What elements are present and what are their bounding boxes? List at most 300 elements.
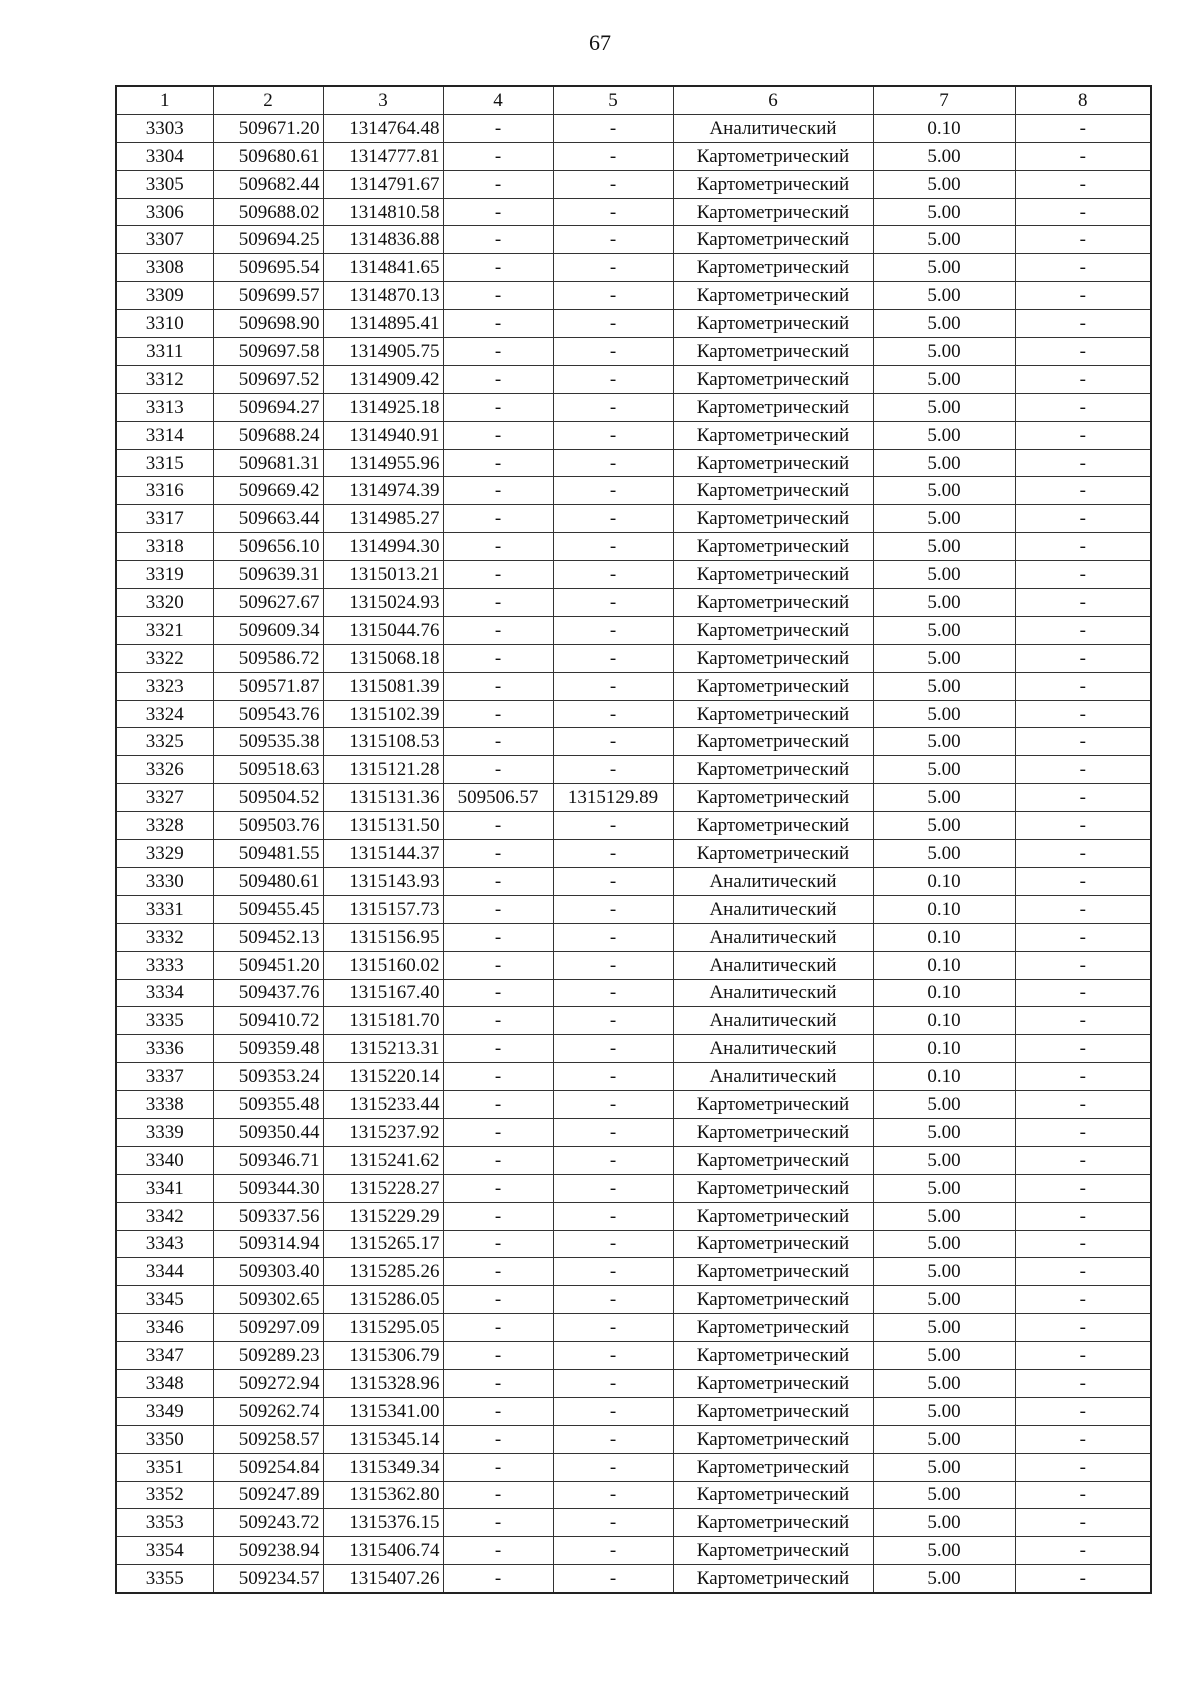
point-number-cell: 3327 <box>116 784 213 812</box>
method-cell: Картометрический <box>673 1146 873 1174</box>
method-cell: Картометрический <box>673 812 873 840</box>
y-alt-coordinate-cell: - <box>553 1035 673 1063</box>
table-row <box>116 923 1151 951</box>
y-coordinate-cell: 1315013.21 <box>323 561 443 589</box>
point-number-cell: 3312 <box>116 365 213 393</box>
x-coordinate-cell: 509656.10 <box>213 533 323 561</box>
column-header-2: 2 <box>213 86 323 114</box>
x-alt-coordinate-cell: - <box>443 867 553 895</box>
table-row <box>116 561 1151 589</box>
x-alt-coordinate-cell: - <box>443 1063 553 1091</box>
description-cell: - <box>1015 1035 1151 1063</box>
point-number-cell: 3337 <box>116 1063 213 1091</box>
y-alt-coordinate-cell: - <box>553 1174 673 1202</box>
table-row <box>116 505 1151 533</box>
y-coordinate-cell: 1315220.14 <box>323 1063 443 1091</box>
point-number-cell: 3325 <box>116 728 213 756</box>
x-alt-coordinate-cell: - <box>443 1091 553 1119</box>
table-row <box>116 1565 1151 1593</box>
y-alt-coordinate-cell: - <box>553 505 673 533</box>
x-alt-coordinate-cell: - <box>443 170 553 198</box>
description-cell: - <box>1015 198 1151 226</box>
y-alt-coordinate-cell: - <box>553 1118 673 1146</box>
method-cell: Картометрический <box>673 1397 873 1425</box>
y-coordinate-cell: 1315144.37 <box>323 840 443 868</box>
method-cell: Картометрический <box>673 589 873 617</box>
method-cell: Картометрический <box>673 1565 873 1593</box>
accuracy-cell: 5.00 <box>873 1453 1015 1481</box>
x-alt-coordinate-cell: - <box>443 812 553 840</box>
y-coordinate-cell: 1315131.50 <box>323 812 443 840</box>
table-row <box>116 310 1151 338</box>
description-cell: - <box>1015 951 1151 979</box>
description-cell: - <box>1015 1202 1151 1230</box>
accuracy-cell: 5.00 <box>873 254 1015 282</box>
y-coordinate-cell: 1315285.26 <box>323 1258 443 1286</box>
y-coordinate-cell: 1315349.34 <box>323 1453 443 1481</box>
x-alt-coordinate-cell: - <box>443 1369 553 1397</box>
x-alt-coordinate-cell: - <box>443 198 553 226</box>
y-coordinate-cell: 1314764.48 <box>323 114 443 142</box>
accuracy-cell: 5.00 <box>873 1230 1015 1258</box>
table-row <box>116 1230 1151 1258</box>
x-coordinate-cell: 509671.20 <box>213 114 323 142</box>
y-coordinate-cell: 1315306.79 <box>323 1342 443 1370</box>
accuracy-cell: 5.00 <box>873 198 1015 226</box>
table-header-row <box>116 86 1151 114</box>
y-coordinate-cell: 1315157.73 <box>323 895 443 923</box>
x-alt-coordinate-cell: - <box>443 1174 553 1202</box>
method-cell: Картометрический <box>673 1342 873 1370</box>
x-alt-coordinate-cell: - <box>443 1202 553 1230</box>
table-row <box>116 1063 1151 1091</box>
description-cell: - <box>1015 1425 1151 1453</box>
y-alt-coordinate-cell: - <box>553 1258 673 1286</box>
x-alt-coordinate-cell: - <box>443 1453 553 1481</box>
accuracy-cell: 5.00 <box>873 1565 1015 1593</box>
description-cell: - <box>1015 310 1151 338</box>
method-cell: Картометрический <box>673 505 873 533</box>
column-header-6: 6 <box>673 86 873 114</box>
description-cell: - <box>1015 421 1151 449</box>
y-alt-coordinate-cell: - <box>553 951 673 979</box>
table-row <box>116 1091 1151 1119</box>
x-coordinate-cell: 509699.57 <box>213 282 323 310</box>
y-alt-coordinate-cell: - <box>553 282 673 310</box>
point-number-cell: 3348 <box>116 1369 213 1397</box>
method-cell: Картометрический <box>673 226 873 254</box>
y-coordinate-cell: 1314777.81 <box>323 142 443 170</box>
description-cell: - <box>1015 365 1151 393</box>
accuracy-cell: 0.10 <box>873 114 1015 142</box>
y-coordinate-cell: 1315228.27 <box>323 1174 443 1202</box>
accuracy-cell: 5.00 <box>873 1258 1015 1286</box>
x-coordinate-cell: 509688.24 <box>213 421 323 449</box>
x-coordinate-cell: 509698.90 <box>213 310 323 338</box>
x-coordinate-cell: 509455.45 <box>213 895 323 923</box>
method-cell: Аналитический <box>673 895 873 923</box>
point-number-cell: 3339 <box>116 1118 213 1146</box>
method-cell: Картометрический <box>673 1118 873 1146</box>
x-alt-coordinate-cell: - <box>443 310 553 338</box>
y-coordinate-cell: 1315143.93 <box>323 867 443 895</box>
point-number-cell: 3352 <box>116 1481 213 1509</box>
accuracy-cell: 5.00 <box>873 589 1015 617</box>
column-header-7: 7 <box>873 86 1015 114</box>
y-alt-coordinate-cell: 1315129.89 <box>553 784 673 812</box>
x-coordinate-cell: 509609.34 <box>213 616 323 644</box>
y-alt-coordinate-cell: - <box>553 1453 673 1481</box>
column-header-1: 1 <box>116 86 213 114</box>
x-alt-coordinate-cell: - <box>443 393 553 421</box>
table-row <box>116 1397 1151 1425</box>
point-number-cell: 3341 <box>116 1174 213 1202</box>
method-cell: Картометрический <box>673 254 873 282</box>
y-alt-coordinate-cell: - <box>553 142 673 170</box>
point-number-cell: 3329 <box>116 840 213 868</box>
y-alt-coordinate-cell: - <box>553 644 673 672</box>
table-row <box>116 1314 1151 1342</box>
point-number-cell: 3351 <box>116 1453 213 1481</box>
accuracy-cell: 5.00 <box>873 1314 1015 1342</box>
x-alt-coordinate-cell: - <box>443 533 553 561</box>
x-coordinate-cell: 509688.02 <box>213 198 323 226</box>
description-cell: - <box>1015 812 1151 840</box>
x-alt-coordinate-cell: - <box>443 1537 553 1565</box>
description-cell: - <box>1015 142 1151 170</box>
method-cell: Картометрический <box>673 784 873 812</box>
accuracy-cell: 5.00 <box>873 282 1015 310</box>
accuracy-cell: 5.00 <box>873 756 1015 784</box>
description-cell: - <box>1015 226 1151 254</box>
x-coordinate-cell: 509302.65 <box>213 1286 323 1314</box>
x-alt-coordinate-cell: - <box>443 672 553 700</box>
y-alt-coordinate-cell: - <box>553 1091 673 1119</box>
accuracy-cell: 5.00 <box>873 840 1015 868</box>
point-number-cell: 3311 <box>116 338 213 366</box>
y-alt-coordinate-cell: - <box>553 700 673 728</box>
x-coordinate-cell: 509289.23 <box>213 1342 323 1370</box>
method-cell: Картометрический <box>673 1481 873 1509</box>
accuracy-cell: 5.00 <box>873 1537 1015 1565</box>
description-cell: - <box>1015 923 1151 951</box>
x-coordinate-cell: 509571.87 <box>213 672 323 700</box>
description-cell: - <box>1015 672 1151 700</box>
x-coordinate-cell: 509344.30 <box>213 1174 323 1202</box>
y-alt-coordinate-cell: - <box>553 1202 673 1230</box>
description-cell: - <box>1015 700 1151 728</box>
method-cell: Картометрический <box>673 449 873 477</box>
description-cell: - <box>1015 1174 1151 1202</box>
x-alt-coordinate-cell: - <box>443 979 553 1007</box>
y-alt-coordinate-cell: - <box>553 1397 673 1425</box>
y-coordinate-cell: 1315265.17 <box>323 1230 443 1258</box>
point-number-cell: 3342 <box>116 1202 213 1230</box>
description-cell: - <box>1015 477 1151 505</box>
y-alt-coordinate-cell: - <box>553 923 673 951</box>
y-coordinate-cell: 1315102.39 <box>323 700 443 728</box>
point-number-cell: 3309 <box>116 282 213 310</box>
x-coordinate-cell: 509535.38 <box>213 728 323 756</box>
x-coordinate-cell: 509669.42 <box>213 477 323 505</box>
x-alt-coordinate-cell: - <box>443 338 553 366</box>
method-cell: Аналитический <box>673 867 873 895</box>
y-alt-coordinate-cell: - <box>553 979 673 1007</box>
description-cell: - <box>1015 979 1151 1007</box>
x-coordinate-cell: 509481.55 <box>213 840 323 868</box>
x-coordinate-cell: 509663.44 <box>213 505 323 533</box>
y-alt-coordinate-cell: - <box>553 561 673 589</box>
y-coordinate-cell: 1314905.75 <box>323 338 443 366</box>
point-number-cell: 3347 <box>116 1342 213 1370</box>
x-alt-coordinate-cell: - <box>443 1425 553 1453</box>
method-cell: Картометрический <box>673 1258 873 1286</box>
y-alt-coordinate-cell: - <box>553 114 673 142</box>
accuracy-cell: 5.00 <box>873 365 1015 393</box>
x-coordinate-cell: 509238.94 <box>213 1537 323 1565</box>
description-cell: - <box>1015 114 1151 142</box>
y-alt-coordinate-cell: - <box>553 812 673 840</box>
point-number-cell: 3313 <box>116 393 213 421</box>
method-cell: Картометрический <box>673 1453 873 1481</box>
table-row <box>116 1481 1151 1509</box>
accuracy-cell: 5.00 <box>873 1174 1015 1202</box>
description-cell: - <box>1015 561 1151 589</box>
x-alt-coordinate-cell: - <box>443 1481 553 1509</box>
x-alt-coordinate-cell: - <box>443 756 553 784</box>
x-alt-coordinate-cell: - <box>443 449 553 477</box>
description-cell: - <box>1015 1481 1151 1509</box>
y-coordinate-cell: 1315229.29 <box>323 1202 443 1230</box>
y-coordinate-cell: 1315167.40 <box>323 979 443 1007</box>
table-row <box>116 1174 1151 1202</box>
y-coordinate-cell: 1315160.02 <box>323 951 443 979</box>
y-coordinate-cell: 1315376.15 <box>323 1509 443 1537</box>
x-coordinate-cell: 509694.27 <box>213 393 323 421</box>
y-coordinate-cell: 1315121.28 <box>323 756 443 784</box>
x-coordinate-cell: 509247.89 <box>213 1481 323 1509</box>
point-number-cell: 3334 <box>116 979 213 1007</box>
x-coordinate-cell: 509543.76 <box>213 700 323 728</box>
x-alt-coordinate-cell: - <box>443 1007 553 1035</box>
method-cell: Картометрический <box>673 1425 873 1453</box>
accuracy-cell: 5.00 <box>873 1481 1015 1509</box>
point-number-cell: 3315 <box>116 449 213 477</box>
point-number-cell: 3303 <box>116 114 213 142</box>
point-number-cell: 3332 <box>116 923 213 951</box>
accuracy-cell: 5.00 <box>873 1118 1015 1146</box>
accuracy-cell: 0.10 <box>873 867 1015 895</box>
y-coordinate-cell: 1315181.70 <box>323 1007 443 1035</box>
description-cell: - <box>1015 1230 1151 1258</box>
description-cell: - <box>1015 254 1151 282</box>
method-cell: Картометрический <box>673 644 873 672</box>
method-cell: Картометрический <box>673 477 873 505</box>
method-cell: Картометрический <box>673 840 873 868</box>
accuracy-cell: 5.00 <box>873 338 1015 366</box>
point-number-cell: 3321 <box>116 616 213 644</box>
point-number-cell: 3349 <box>116 1397 213 1425</box>
table-row <box>116 784 1151 812</box>
accuracy-cell: 0.10 <box>873 923 1015 951</box>
description-cell: - <box>1015 1342 1151 1370</box>
method-cell: Картометрический <box>673 1230 873 1258</box>
method-cell: Картометрический <box>673 310 873 338</box>
y-alt-coordinate-cell: - <box>553 254 673 282</box>
y-coordinate-cell: 1314895.41 <box>323 310 443 338</box>
point-number-cell: 3324 <box>116 700 213 728</box>
y-alt-coordinate-cell: - <box>553 421 673 449</box>
accuracy-cell: 5.00 <box>873 142 1015 170</box>
y-alt-coordinate-cell: - <box>553 1481 673 1509</box>
table-row <box>116 421 1151 449</box>
y-coordinate-cell: 1314985.27 <box>323 505 443 533</box>
description-cell: - <box>1015 1453 1151 1481</box>
description-cell: - <box>1015 1258 1151 1286</box>
y-alt-coordinate-cell: - <box>553 1146 673 1174</box>
x-coordinate-cell: 509350.44 <box>213 1118 323 1146</box>
method-cell: Картометрический <box>673 198 873 226</box>
table-row <box>116 1425 1151 1453</box>
method-cell: Картометрический <box>673 1369 873 1397</box>
method-cell: Аналитический <box>673 1007 873 1035</box>
method-cell: Картометрический <box>673 421 873 449</box>
y-coordinate-cell: 1315295.05 <box>323 1314 443 1342</box>
x-alt-coordinate-cell: - <box>443 951 553 979</box>
x-coordinate-cell: 509682.44 <box>213 170 323 198</box>
table-row <box>116 1509 1151 1537</box>
table-row <box>116 533 1151 561</box>
accuracy-cell: 5.00 <box>873 310 1015 338</box>
description-cell: - <box>1015 1509 1151 1537</box>
y-coordinate-cell: 1315241.62 <box>323 1146 443 1174</box>
description-cell: - <box>1015 1118 1151 1146</box>
table-row <box>116 840 1151 868</box>
method-cell: Картометрический <box>673 728 873 756</box>
y-alt-coordinate-cell: - <box>553 616 673 644</box>
y-alt-coordinate-cell: - <box>553 840 673 868</box>
table-row <box>116 393 1151 421</box>
y-alt-coordinate-cell: - <box>553 198 673 226</box>
y-coordinate-cell: 1315108.53 <box>323 728 443 756</box>
table-row <box>116 616 1151 644</box>
x-alt-coordinate-cell: - <box>443 1286 553 1314</box>
y-alt-coordinate-cell: - <box>553 1369 673 1397</box>
column-header-5: 5 <box>553 86 673 114</box>
accuracy-cell: 0.10 <box>873 1063 1015 1091</box>
method-cell: Картометрический <box>673 1091 873 1119</box>
x-coordinate-cell: 509681.31 <box>213 449 323 477</box>
description-cell: - <box>1015 1286 1151 1314</box>
table-row <box>116 672 1151 700</box>
point-number-cell: 3355 <box>116 1565 213 1593</box>
x-coordinate-cell: 509695.54 <box>213 254 323 282</box>
x-alt-coordinate-cell: - <box>443 282 553 310</box>
x-alt-coordinate-cell: - <box>443 1509 553 1537</box>
description-cell: - <box>1015 1565 1151 1593</box>
method-cell: Картометрический <box>673 338 873 366</box>
description-cell: - <box>1015 1146 1151 1174</box>
method-cell: Картометрический <box>673 756 873 784</box>
table-row <box>116 979 1151 1007</box>
method-cell: Картометрический <box>673 1509 873 1537</box>
description-cell: - <box>1015 784 1151 812</box>
x-alt-coordinate-cell: - <box>443 254 553 282</box>
x-alt-coordinate-cell: - <box>443 1342 553 1370</box>
table-row <box>116 951 1151 979</box>
point-number-cell: 3323 <box>116 672 213 700</box>
point-number-cell: 3354 <box>116 1537 213 1565</box>
description-cell: - <box>1015 1007 1151 1035</box>
method-cell: Аналитический <box>673 923 873 951</box>
point-number-cell: 3319 <box>116 561 213 589</box>
y-alt-coordinate-cell: - <box>553 589 673 617</box>
accuracy-cell: 0.10 <box>873 1007 1015 1035</box>
point-number-cell: 3331 <box>116 895 213 923</box>
y-coordinate-cell: 1314909.42 <box>323 365 443 393</box>
description-cell: - <box>1015 840 1151 868</box>
y-coordinate-cell: 1314974.39 <box>323 477 443 505</box>
accuracy-cell: 5.00 <box>873 533 1015 561</box>
table-row <box>116 700 1151 728</box>
accuracy-cell: 5.00 <box>873 1342 1015 1370</box>
description-cell: - <box>1015 644 1151 672</box>
table-row <box>116 867 1151 895</box>
y-coordinate-cell: 1315081.39 <box>323 672 443 700</box>
x-coordinate-cell: 509346.71 <box>213 1146 323 1174</box>
column-header-8: 8 <box>1015 86 1151 114</box>
point-number-cell: 3317 <box>116 505 213 533</box>
y-coordinate-cell: 1315286.05 <box>323 1286 443 1314</box>
method-cell: Аналитический <box>673 951 873 979</box>
description-cell: - <box>1015 756 1151 784</box>
point-number-cell: 3307 <box>116 226 213 254</box>
accuracy-cell: 5.00 <box>873 449 1015 477</box>
y-coordinate-cell: 1315345.14 <box>323 1425 443 1453</box>
description-cell: - <box>1015 1091 1151 1119</box>
x-coordinate-cell: 509586.72 <box>213 644 323 672</box>
x-coordinate-cell: 509337.56 <box>213 1202 323 1230</box>
page-number: 67 <box>589 30 611 55</box>
table-row <box>116 756 1151 784</box>
table-row <box>116 589 1151 617</box>
table-row <box>116 142 1151 170</box>
description-cell: - <box>1015 338 1151 366</box>
x-alt-coordinate-cell: - <box>443 561 553 589</box>
y-coordinate-cell: 1315328.96 <box>323 1369 443 1397</box>
table-body <box>116 114 1151 1593</box>
y-coordinate-cell: 1315362.80 <box>323 1481 443 1509</box>
method-cell: Картометрический <box>673 616 873 644</box>
table-row <box>116 1035 1151 1063</box>
point-number-cell: 3344 <box>116 1258 213 1286</box>
table-row <box>116 365 1151 393</box>
description-cell: - <box>1015 1397 1151 1425</box>
description-cell: - <box>1015 1369 1151 1397</box>
point-number-cell: 3304 <box>116 142 213 170</box>
accuracy-cell: 5.00 <box>873 1397 1015 1425</box>
y-alt-coordinate-cell: - <box>553 756 673 784</box>
table-row <box>116 1369 1151 1397</box>
accuracy-cell: 5.00 <box>873 644 1015 672</box>
x-alt-coordinate-cell: 509506.57 <box>443 784 553 812</box>
x-coordinate-cell: 509234.57 <box>213 1565 323 1593</box>
x-coordinate-cell: 509627.67 <box>213 589 323 617</box>
column-header-4: 4 <box>443 86 553 114</box>
table-row <box>116 644 1151 672</box>
description-cell: - <box>1015 505 1151 533</box>
y-coordinate-cell: 1314870.13 <box>323 282 443 310</box>
